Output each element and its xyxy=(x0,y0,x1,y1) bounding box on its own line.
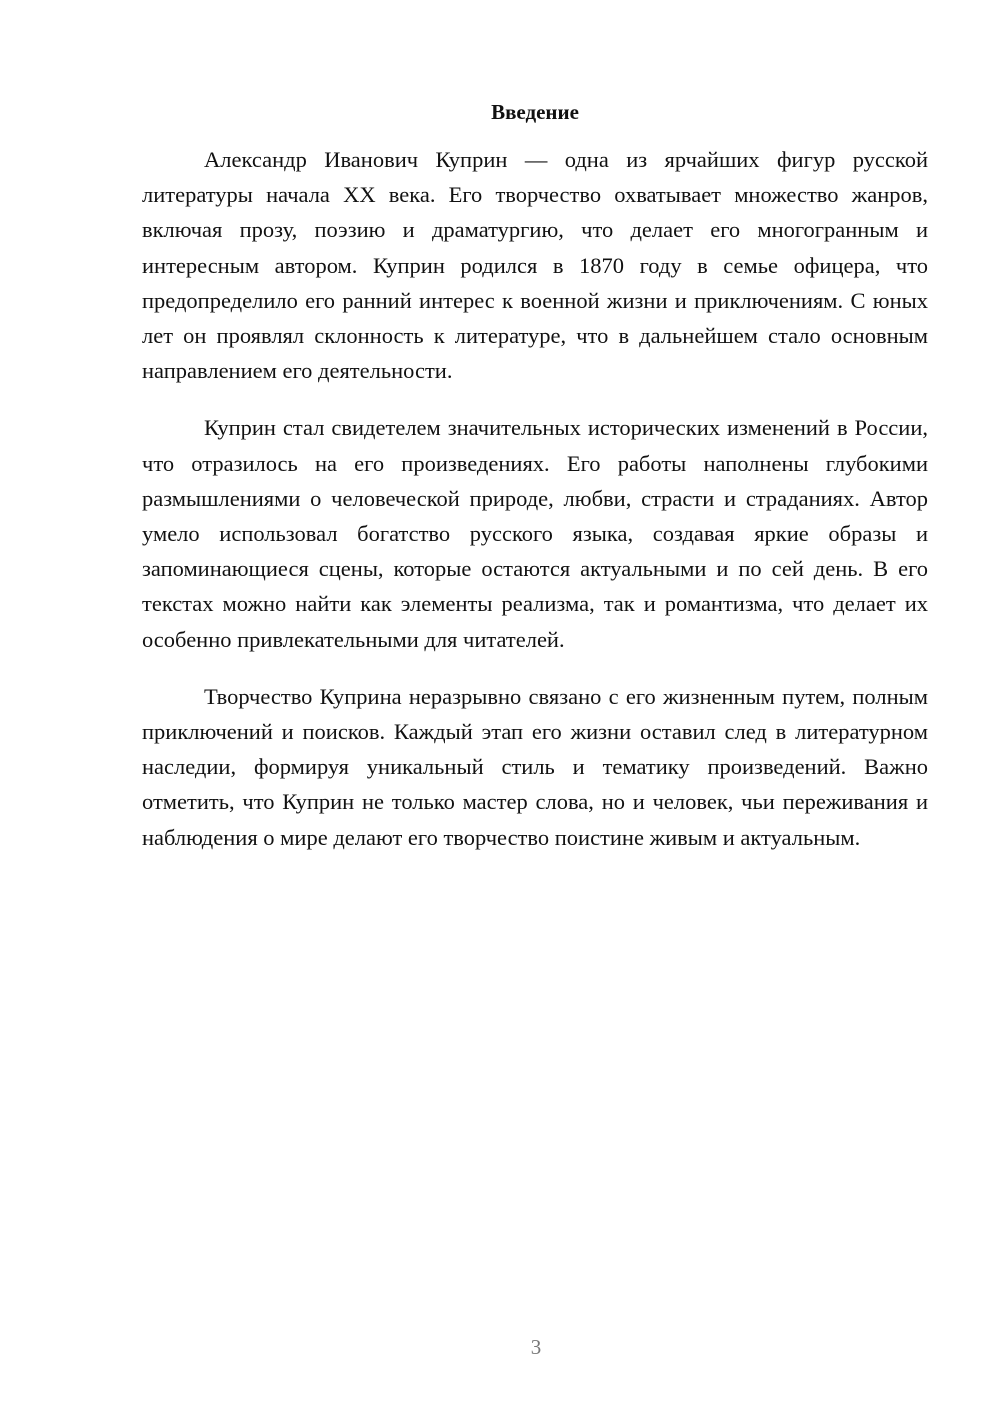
page-number: 3 xyxy=(530,1335,542,1359)
paragraph-1: Александр Иванович Куприн — одна из ярчайших фигур русской литературы начала XX века. Его творчество охватывает множество жанров, включая прозу, поэзию и драматургию, что делает его многогранным и интересным автором. Куприн родился в 1870 году в семье офицера, что предопределило его ранний интерес к военной жизни и приключениям. С юных лет он проявлял склонность к литературе, что в дальнейшем стало основным направлением его деятельности. xyxy=(142,147,928,384)
section-heading: Введение xyxy=(491,100,579,124)
paragraph-3: Творчество Куприна неразрывно связано с его жизненным путем, полным приключений и поисков. Каждый этап его жизни оставил след в литературном наследии, формируя уникальный стиль и тематику произведений. Важно отметить, что Куприн не только мастер слова, но и человек, чьи переживания и наблюдения о мире делают его творчество поистине живым и актуальным. xyxy=(142,683,928,850)
body-text xyxy=(142,142,928,877)
paragraph-2: Куприн стал свидетелем значительных исторических изменений в России, что отразилось на его произведениях. Его работы наполнены глубокими размышлениями о человеческой природе, любви, страсти и страданиях. Автор умело использовал богатство русского языка, создавая яркие образы и запоминающиеся сцены, которые остаются актуальными и по сей день. В его текстах можно найти как элементы реализма, так и романтизма, что делает их особенно привлекательными для читателей. xyxy=(142,415,928,652)
